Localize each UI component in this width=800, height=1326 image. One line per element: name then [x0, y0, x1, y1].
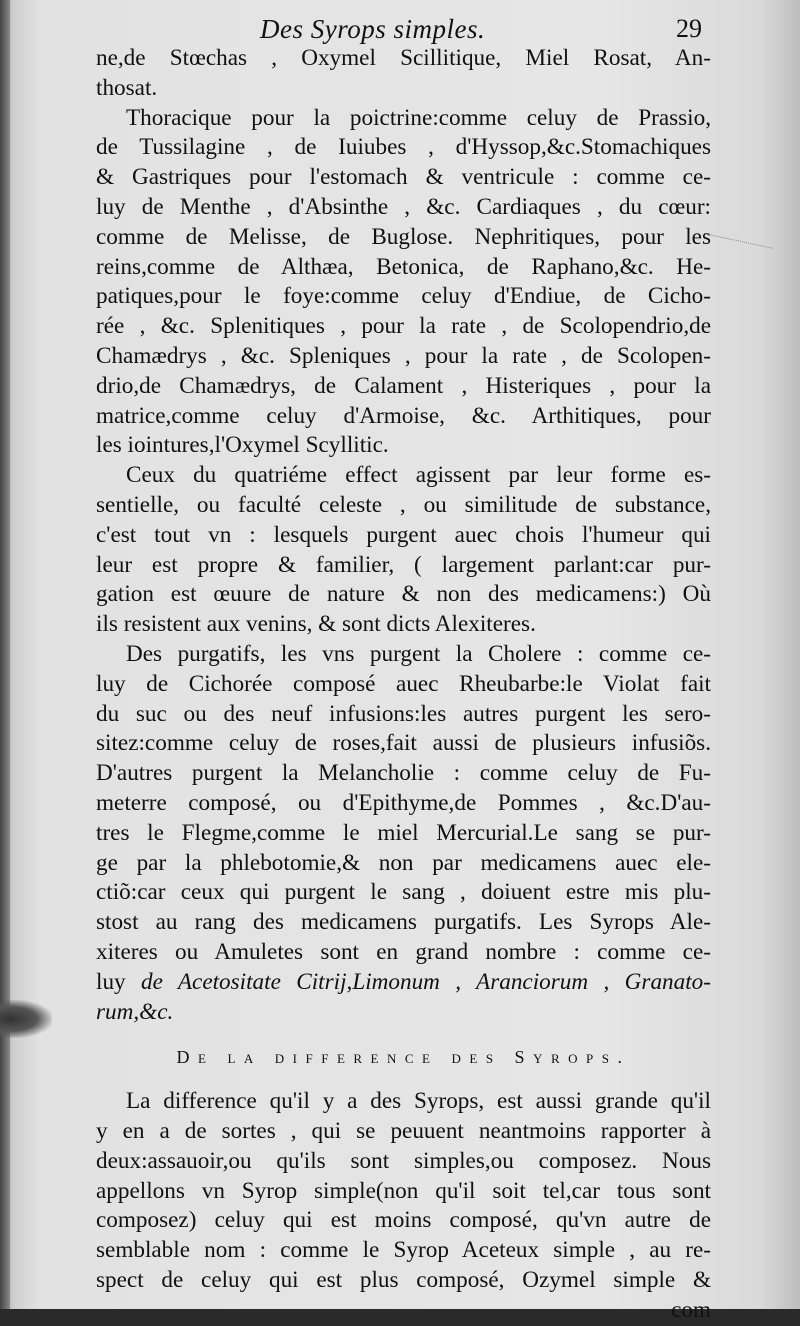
text-line: rée , &c. Splenitiques , pour la rate , de Scolopendrio,de: [96, 313, 711, 340]
text-line: y en a de sortes , qui se peuuent neantmoins rapporter à: [96, 1118, 711, 1145]
text-line: thosat.: [96, 74, 158, 101]
text-line: c'est tout vn : lesquels purgent auec chois l'humeur qui: [96, 521, 711, 548]
text-line: La difference qu'il y a des Syrops, est aussi grande qu'il: [126, 1088, 711, 1115]
text-line: de Tussilagine , de Iuiubes , d'Hyssop,&c.Stomachiques: [96, 134, 711, 161]
ink-blot-mark: [0, 1000, 52, 1038]
body-text: [96, 44, 711, 1326]
text-line: luy de Menthe , d'Absinthe , &c. Cardiaques , du cœur:: [96, 193, 711, 220]
text-line: Ceux du quatriéme effect agissent par leur forme es-: [126, 462, 711, 489]
running-head-title: Des Syrops simples.: [260, 14, 486, 44]
text-line: & Gastriques pour l'estomach & ventricule : comme ce-: [96, 164, 711, 191]
spine-shadow: [0, 0, 10, 1309]
text-line: comme de Melisse, de Buglose. Nephritiques, pour les: [96, 223, 711, 250]
text-line: xiteres ou Amuletes sont en grand nombre : comme ce-: [96, 938, 711, 965]
text-line: patiques,pour le foye:comme celuy d'Endiue, de Cicho-: [96, 283, 711, 310]
text-line: semblable nom : comme le Syrop Aceteux simple , au re-: [96, 1237, 711, 1264]
text-line: ils resistent aux venins, & sont dicts Alexiteres.: [96, 611, 536, 638]
text-line: reins,comme de Althæa, Betonica, de Raphano,&c. He-: [96, 253, 711, 280]
latin-phrase-end: rum,&c.: [96, 998, 174, 1025]
text-line: D'autres purgent la Melancholie : comme celuy de Fu-: [96, 760, 711, 787]
page-number: 29: [676, 14, 702, 43]
text-line: du suc ou des neuf infusions:les autres purgent les sero-: [96, 700, 711, 727]
text-line: sitez:comme celuy de roses,fait aussi de plusieurs infusiõs.: [96, 730, 711, 757]
text-line: composez) celuy qui est moins composé, qu'vn autre de: [96, 1207, 711, 1234]
catchword: com: [671, 1296, 711, 1323]
text-line: Chamædrys , &c. Spleniques , pour la rate , de Scolopen-: [96, 342, 711, 369]
text-line: deux:assauoir,ou qu'ils sont simples,ou composez. Nous: [96, 1147, 711, 1174]
text-line: drio,de Chamædrys, de Calament , Histeriques , pour la: [96, 372, 711, 399]
text-line: luy de Cichorée composé auec Rheubarbe:le Violat fait: [96, 670, 711, 697]
text-line: spect de celuy qui est plus composé, Ozymel simple &: [96, 1267, 711, 1294]
text-line: les iointures,l'Oxymel Scyllitic.: [96, 432, 389, 459]
text-line: leur est propre & familier, ( largement parlant:car pur-: [96, 551, 711, 578]
text-line: ne,de Stœchas , Oxymel Scillitique, Miel Rosat, An-: [96, 45, 711, 71]
text-line: appellons vn Syrop simple(non qu'il soit tel,car tous sont: [96, 1177, 711, 1204]
text-line: Des purgatifs, les vns purgent la Cholere : comme ce-: [126, 640, 711, 667]
section-heading: De la difference des Syrops.: [176, 1047, 631, 1068]
text-line: ctiõ:car ceux qui purgent le sang , doiuent estre mis plu-: [96, 879, 711, 906]
text-line: Thoracique pour la poictrine:comme celuy de Prassio,: [126, 104, 711, 131]
text-line: ge par la phlebotomie,& non par medicamens auec ele-: [96, 849, 711, 876]
text-line: sentielle, ou faculté celeste , ou similitude de substance,: [96, 491, 711, 518]
latin-phrase: de Acetositate Citrij,Limonum , Aranciorum , Granato-: [141, 968, 711, 995]
text-line: [96, 998, 711, 1028]
text-line: stost au rang des medicamens purgatifs. Les Syrops Ale-: [96, 909, 711, 936]
text-line: meterre composé, ou d'Epithyme,de Pommes , &c.D'au-: [96, 789, 711, 816]
text-line-latin: [96, 968, 711, 998]
text-line-lead: luy: [96, 968, 142, 995]
text-line: gation est œuure de nature & non des medicamens:) Où: [96, 581, 711, 608]
running-head: [90, 14, 710, 46]
text-line: tres le Flegme,comme le miel Mercurial.Le sang se pur-: [96, 819, 711, 846]
text-line: matrice,comme celuy d'Armoise, &c. Arthitiques, pour: [96, 402, 711, 429]
